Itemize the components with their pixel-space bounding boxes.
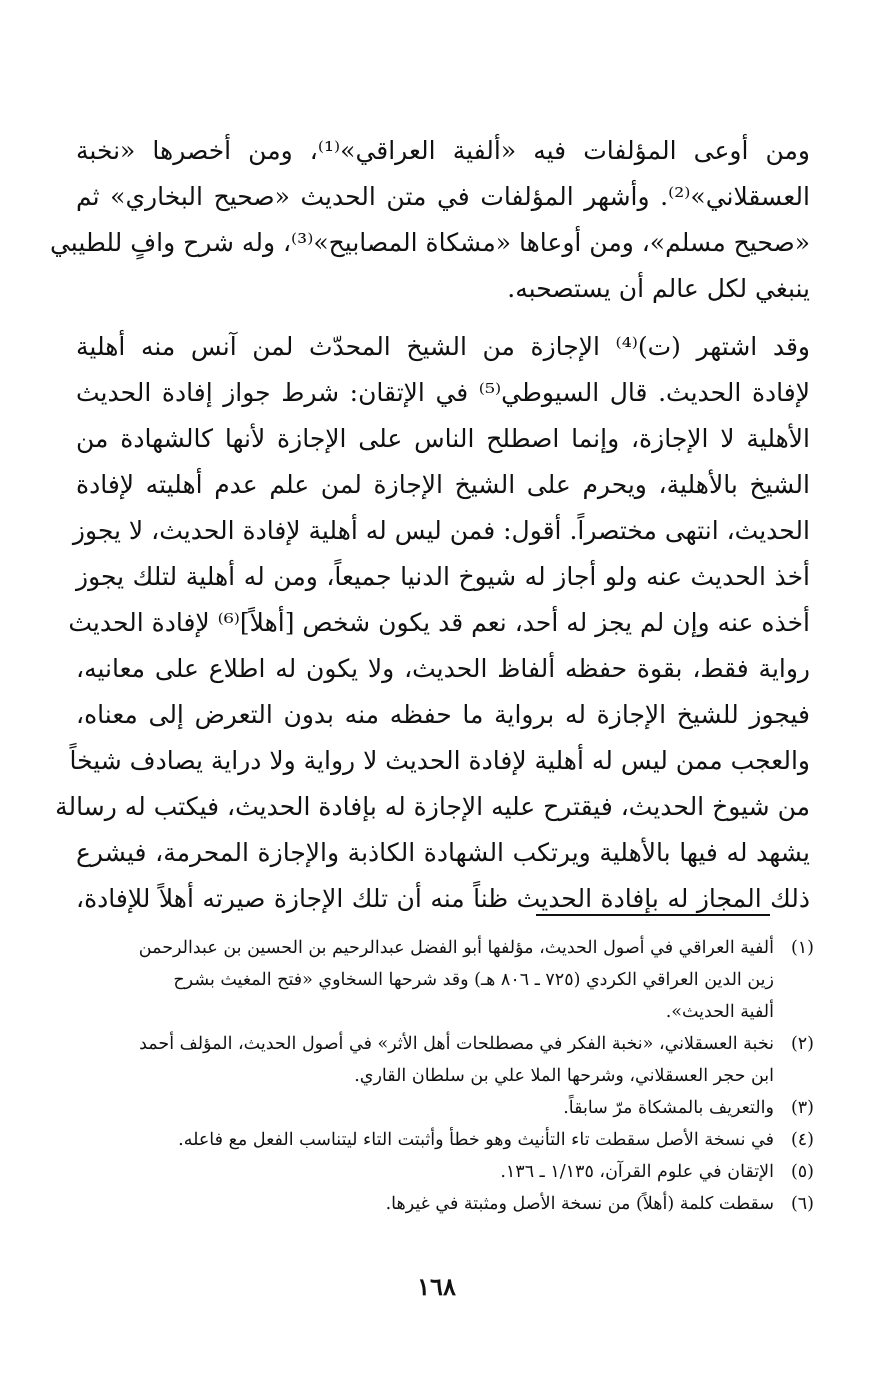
paragraph-line: وقد اشتهر (ت)⁽⁴⁾ الإجازة من الشيخ المحدّث لمن آنس منه أهلية — [76, 332, 810, 361]
paragraph-line: الحديث، انتهى مختصراً. أقول: فمن ليس له أهلية لإفادة الحديث، لا يجوز — [72, 516, 810, 545]
paragraph-line: يشهد له فيها بالأهلية ويرتكب الشهادة الكاذبة والإجازة المحرمة، فيشرع — [76, 838, 810, 867]
paragraph-line: الأهلية لا الإجازة، وإنما اصطلح الناس على الإجازة لأنها كالشهادة من — [76, 424, 810, 453]
footnote-2 — [76, 1028, 814, 1092]
footnote-3 — [76, 1092, 814, 1124]
footnote-line: ألفية الحديث». — [665, 1002, 774, 1022]
paragraph-line: ومن أوعى المؤلفات فيه «ألفية العراقي»⁽¹⁾، ومن أخصرها «نخبة — [76, 136, 810, 165]
footnote-separator — [536, 914, 770, 916]
footnote-line: نخبة العسقلاني، «نخبة الفكر في مصطلحات أهل الأثر» في أصول الحديث، المؤلف أحمد — [139, 1034, 774, 1054]
footnote-number: (٢) — [790, 1034, 814, 1054]
footnote-line: الإتقان في علوم القرآن، ١/١٣٥ ـ ١٣٦. — [500, 1162, 774, 1182]
paragraph-line: من شيوخ الحديث، فيقترح عليه الإجازة له بإفادة الحديث، فيكتب له رسالة — [55, 792, 810, 821]
footnote-line: في نسخة الأصل سقطت تاء التأنيث وهو خطأ وأثبتت التاء ليتناسب الفعل مع فاعله. — [178, 1130, 774, 1150]
paragraph-line: لإفادة الحديث. قال السيوطي⁽⁵⁾ في الإتقان: شرط جواز إفادة الحديث — [76, 378, 810, 407]
paragraph-line: العسقلاني»⁽²⁾. وأشهر المؤلفات في متن الحديث «صحيح البخاري» ثم — [76, 182, 810, 211]
footnote-5 — [76, 1156, 814, 1188]
page-number: ١٦٨ — [417, 1272, 456, 1301]
footnote-number: (١) — [790, 938, 814, 958]
footnote-number: (٤) — [790, 1130, 814, 1150]
paragraph-2 — [55, 324, 810, 922]
paragraph-line: «صحيح مسلم»، ومن أوعاها «مشكاة المصابيح»⁽³⁾، وله شرح وافٍ للطيبي — [49, 228, 810, 257]
footnote-number: (٣) — [790, 1098, 814, 1118]
footnote-number: (٦) — [790, 1194, 814, 1214]
footnote-line: والتعريف بالمشكاة مرّ سابقاً. — [563, 1098, 774, 1118]
paragraph-line: أخذه عنه وإن لم يجز له أحد، نعم قد يكون شخص [أهلاً]⁽⁶⁾ لإفادة الحديث — [68, 608, 810, 637]
paragraph-line: أخذ الحديث عنه ولو أجاز له شيوخ الدنيا جميعاً، ومن له أهلية لتلك يجوز — [76, 562, 810, 591]
paragraph-line: فيجوز للشيخ الإجازة له برواية ما حفظه منه بدون التعرض إلى معناه، — [76, 700, 810, 729]
paragraph-line: ذلك المجاز له بإفادة الحديث ظناً منه أن تلك الإجازة صيرته أهلاً للإفادة، — [76, 884, 810, 913]
footnote-line: ألفية العراقي في أصول الحديث، مؤلفها أبو الفضل عبدالرحيم بن الحسين بن عبدالرحمن — [138, 938, 774, 958]
footnote-number: (٥) — [790, 1162, 814, 1182]
paragraph-line: ينبغي لكل عالم أن يستصحبه. — [507, 274, 810, 303]
footnote-1 — [76, 932, 814, 1028]
paragraph-line: الشيخ بالأهلية، ويحرم على الشيخ الإجازة لمن علم عدم أهليته لإفادة — [76, 470, 810, 499]
footnote-line: زين الدين العراقي الكردي (٧٢٥ ـ ٨٠٦ هـ) وقد شرحها السخاوي «فتح المغيث بشرح — [173, 970, 774, 990]
footnote-line: سقطت كلمة (أهلاً) من نسخة الأصل ومثبتة في غيرها. — [385, 1194, 774, 1214]
paragraph-line: والعجب ممن ليس له أهلية لإفادة الحديث لا رواية ولا دراية يصادف شيخاً — [69, 746, 810, 775]
footnotes — [76, 932, 814, 1220]
footnote-line: ابن حجر العسقلاني، وشرحها الملا علي بن سلطان القاري. — [354, 1066, 774, 1086]
paragraph-1 — [49, 128, 810, 312]
footnote-4 — [76, 1124, 814, 1156]
paragraph-line: رواية فقط، بقوة حفظه ألفاظ الحديث، ولا يكون له اطلاع على معانيه، — [76, 654, 810, 683]
footnote-6 — [76, 1188, 814, 1220]
